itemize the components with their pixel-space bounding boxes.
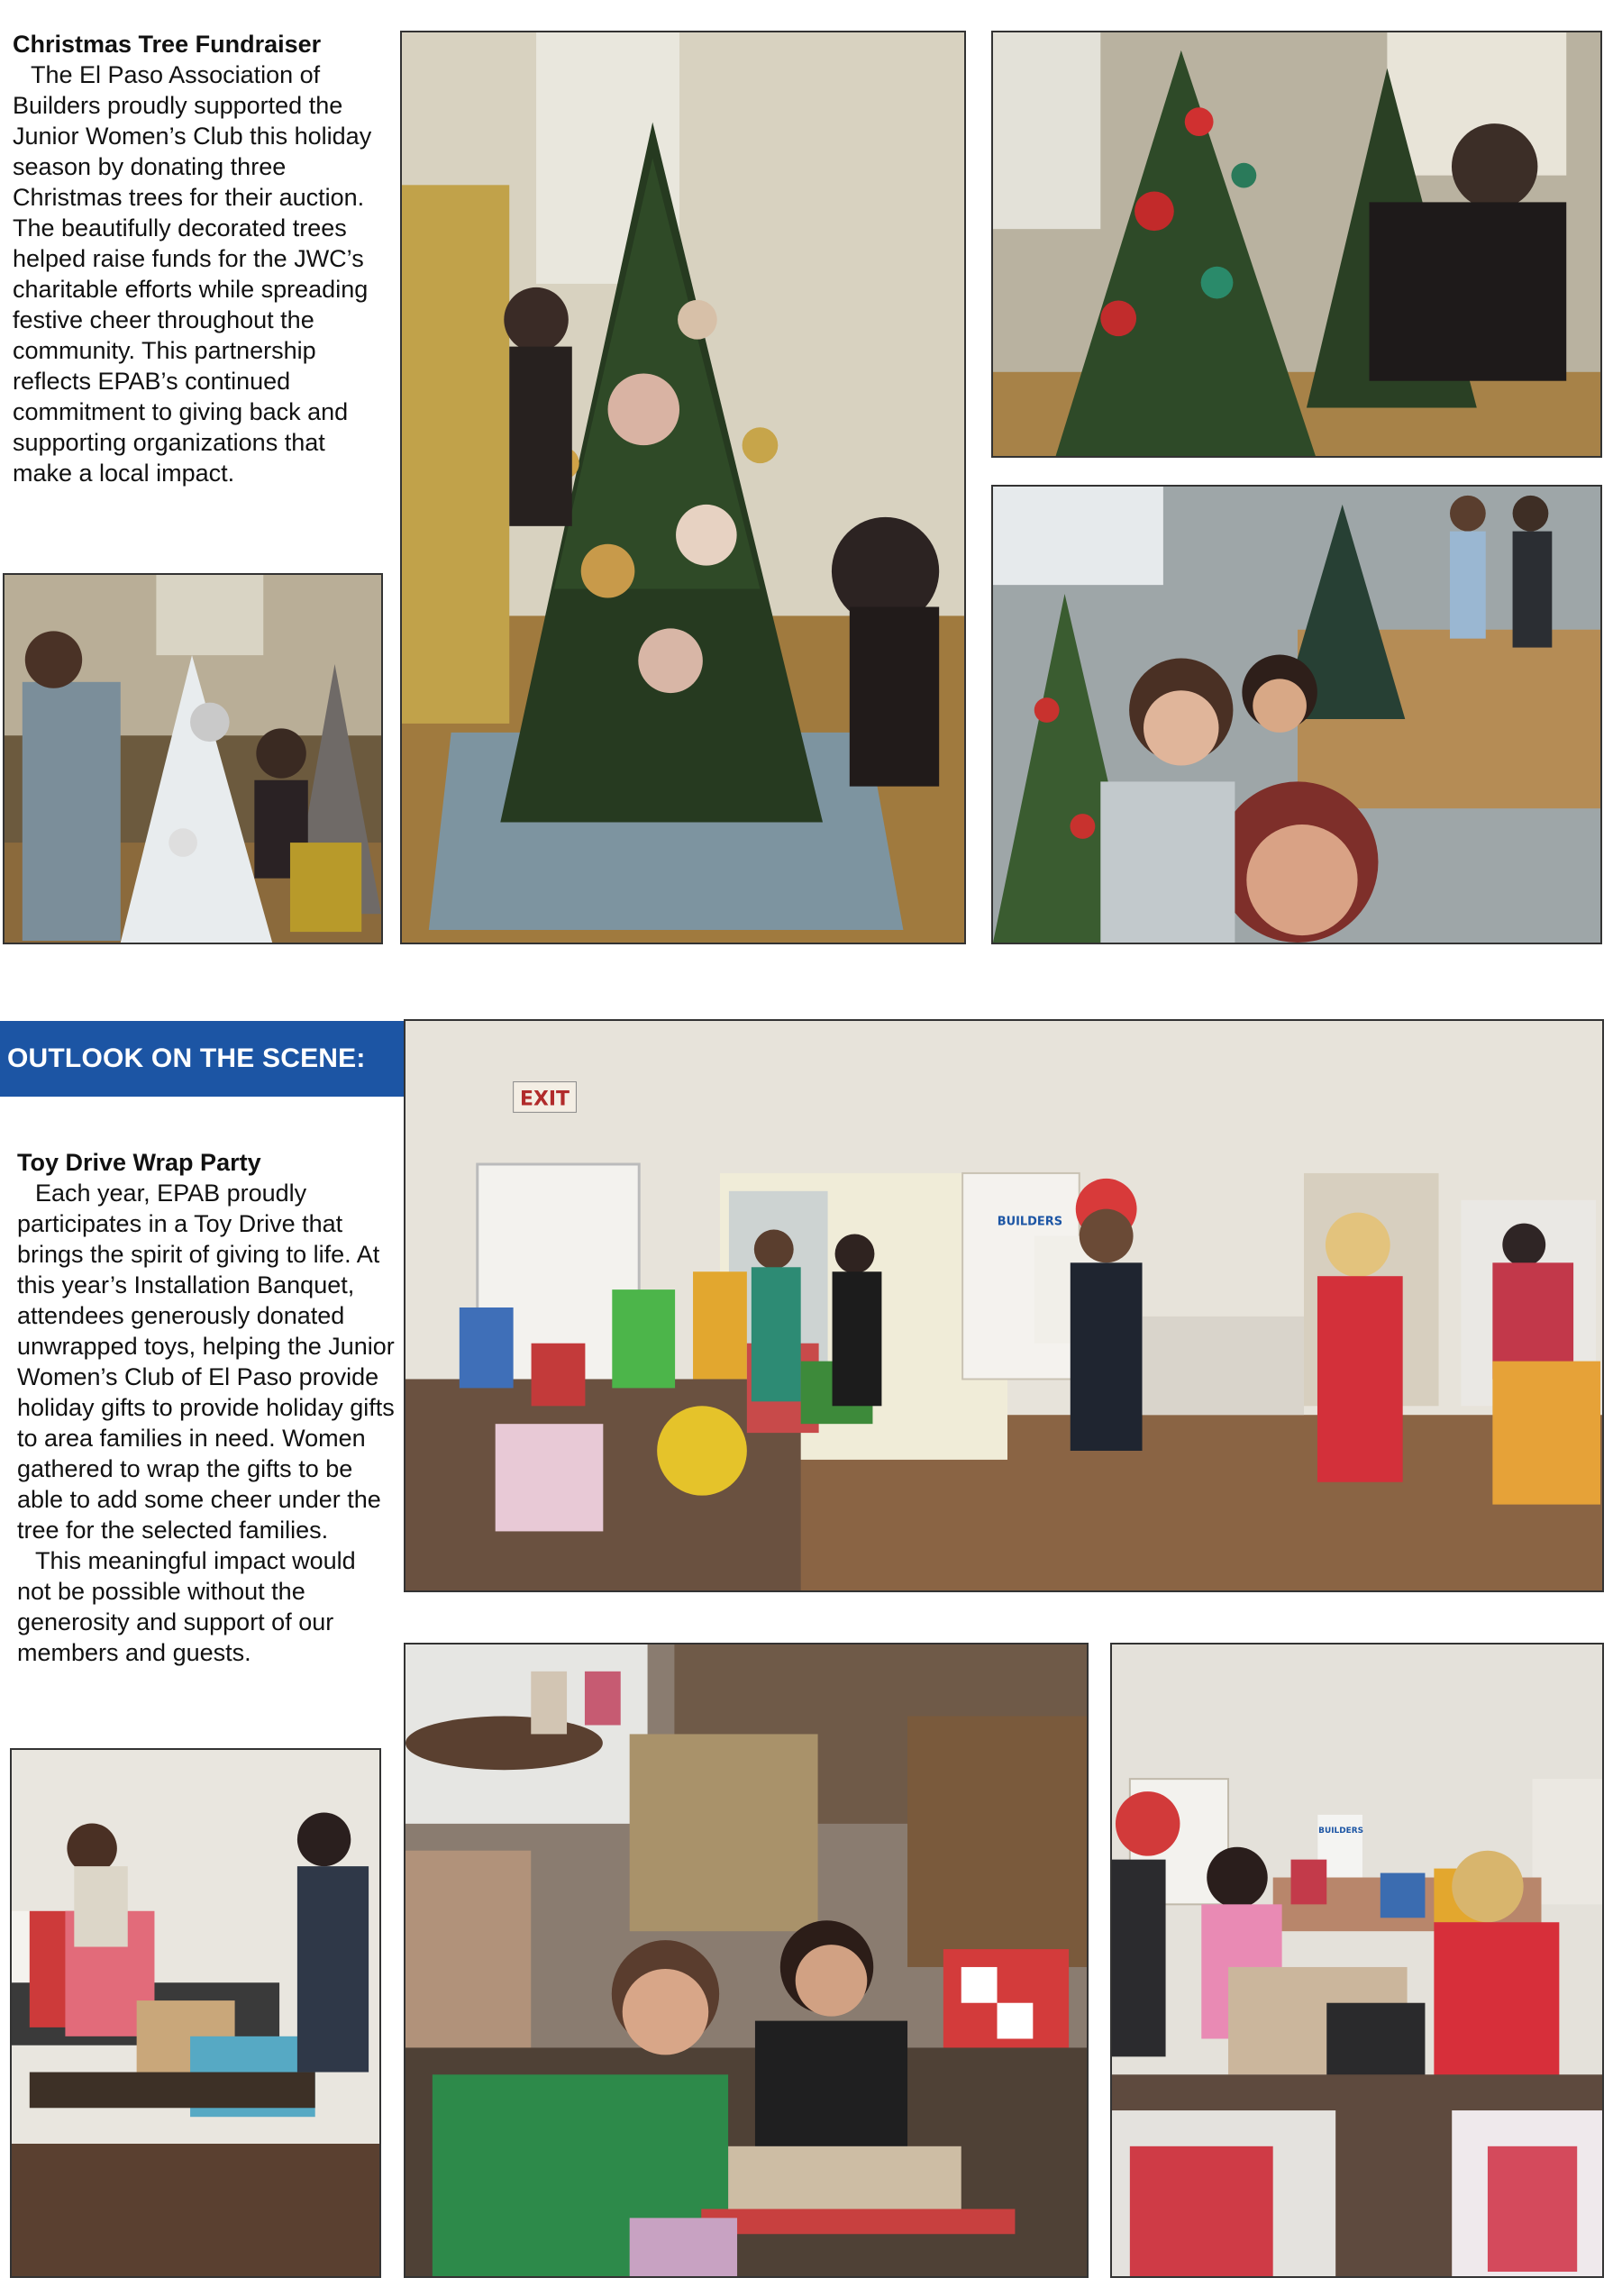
section-banner: OUTLOOK ON THE SCENE: xyxy=(0,1021,413,1097)
photo-white-tree-decorating xyxy=(3,573,383,944)
photo-bottom-right-wrapping xyxy=(1110,1643,1604,2278)
photo-selfie-group xyxy=(991,485,1602,944)
builders-sign-text-2: BUILDERS xyxy=(1318,1826,1364,1836)
body-toy-drive-1: Each year, EPAB proudly participates in a Toy Drive that brings the spirit of giving to life. At this year’s Installation Banquet, attendees generously donated unwrapped toys, helping the Junior Women’s Club of El Paso provide holiday gifts to provide holiday gifts to area families in need. Women gathered to wrap the gifts to be able to add some cheer under the tree for the selected families. xyxy=(17,1180,395,1544)
photo-bottom-left-wrapping xyxy=(10,1748,381,2278)
body-toy-drive-2: This meaningful impact would not be possible without the generosity and support of our members and guests. xyxy=(17,1547,356,1666)
headline-toy-drive: Toy Drive Wrap Party xyxy=(17,1149,261,1176)
article-toy-drive xyxy=(17,1147,396,1668)
body-christmas-tree: The El Paso Association of Builders proudly supported the Junior Women’s Club this holiday season by donating three Christmas trees for their auction. The beautifully decorated trees helped raise funds for the JWC’s charitable efforts while spreading festive cheer throughout the community. This partnership reflects EPAB’s continued commitment to giving back and supporting organizations that make a local impact. xyxy=(13,61,372,487)
builders-sign-text: BUILDERS xyxy=(997,1215,1063,1229)
headline-christmas-tree: Christmas Tree Fundraiser xyxy=(13,31,322,58)
photo-red-green-tree xyxy=(991,31,1602,458)
photo-gold-tree xyxy=(400,31,966,944)
article-christmas-tree xyxy=(13,29,391,488)
photo-toy-room xyxy=(404,1019,1604,1592)
exit-sign-text: EXIT xyxy=(520,1088,570,1111)
photo-bottom-middle-wrapping xyxy=(404,1643,1089,2278)
